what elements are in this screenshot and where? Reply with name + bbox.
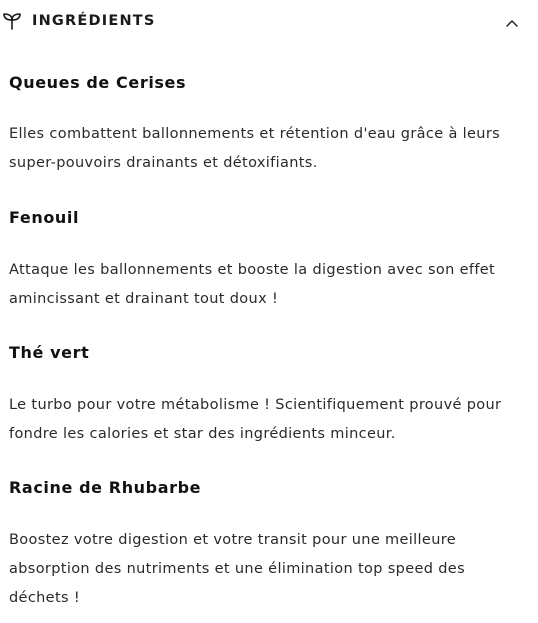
ingredient-name: Thé vert (9, 343, 90, 362)
sprout-icon (2, 11, 22, 31)
ingredient-description: Attaque les ballonnements et booste la digestion avec son effet amincissant et drainant tout doux ! (9, 262, 496, 307)
ingredient-name: Queues de Cerises (9, 73, 187, 92)
ingredient-name: Racine de Rhubarbe (9, 478, 202, 497)
accordion-title: INGRÉDIENTS (32, 13, 156, 29)
ingredient-description: Le turbo pour votre métabolisme ! Scientifiquement prouvé pour fondre les calories et star des ingrédients minceur. (9, 397, 502, 442)
ingredient-name: Fenouil (9, 208, 80, 227)
chevron-up-icon[interactable] (504, 15, 520, 31)
accordion-header-ingredients[interactable] (0, 0, 538, 42)
ingredient-description: Boostez votre digestion et votre transit pour une meilleure absorption des nutriments et une élimination top speed des déchets ! (9, 532, 465, 606)
ingredient-description: Elles combattent ballonnements et rétention d'eau grâce à leurs super-pouvoirs drainants et détoxifiants. (9, 126, 501, 171)
